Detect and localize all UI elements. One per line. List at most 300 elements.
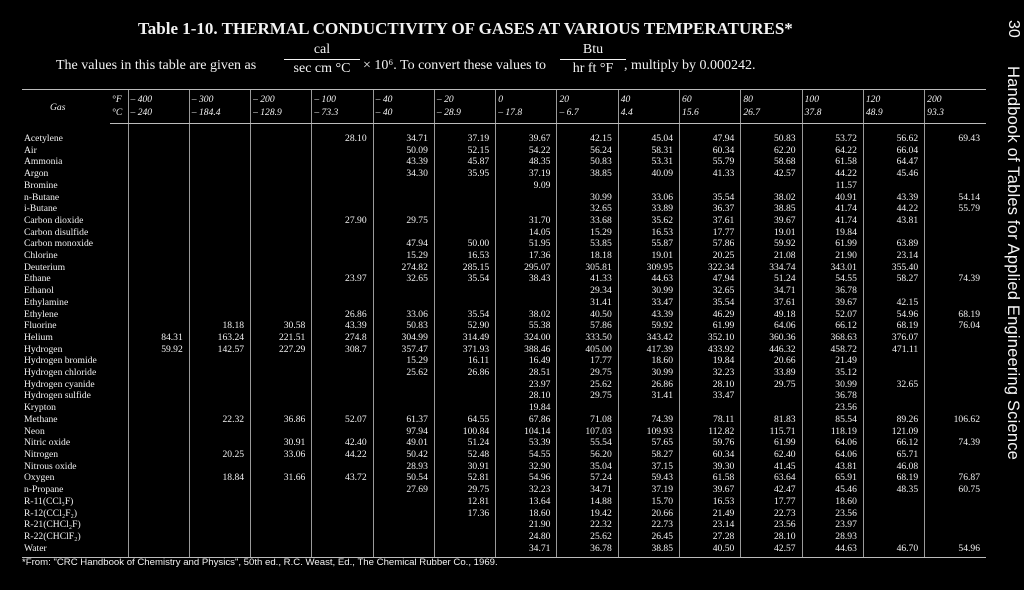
conductivity-value: 53.39: [496, 437, 557, 449]
conductivity-value: [925, 355, 986, 367]
conductivity-value: [251, 367, 312, 379]
conductivity-value: [128, 484, 189, 496]
conductivity-value: 61.58: [802, 156, 863, 168]
running-title: Handbook of Tables for Applied Engineering Science: [1004, 66, 1022, 461]
conductivity-value: 66.04: [863, 145, 924, 157]
conductivity-value: [128, 531, 189, 543]
conductivity-value: 33.06: [373, 309, 434, 321]
conductivity-value: 47.94: [680, 273, 741, 285]
source-footnote: *From: "CRC Handbook of Chemistry and Physics", 50th ed., R.C. Weast, Ed., The Chemical Rubber Co., 1969.: [22, 557, 498, 568]
conductivity-value: 57.65: [618, 437, 679, 449]
conductivity-value: [189, 262, 250, 274]
conductivity-value: 33.06: [251, 449, 312, 461]
conductivity-value: 322.34: [680, 262, 741, 274]
conductivity-value: 23.97: [496, 379, 557, 391]
conductivity-value: [925, 285, 986, 297]
temperature-header-c: – 6.7: [557, 106, 618, 124]
conductivity-value: [189, 180, 250, 192]
unit-numerator-cal: cal: [313, 42, 331, 57]
conductivity-value: 16.53: [434, 250, 495, 262]
conductivity-value: 53.31: [618, 156, 679, 168]
table-row: [22, 461, 986, 473]
conductivity-value: 54.96: [496, 472, 557, 484]
conductivity-value: [434, 402, 495, 414]
conductivity-value: 35.54: [434, 273, 495, 285]
conductivity-value: 36.86: [251, 414, 312, 426]
conductivity-value: 37.19: [618, 484, 679, 496]
conductivity-value: 38.85: [741, 203, 802, 215]
conductivity-value: 21.08: [741, 250, 802, 262]
conductivity-value: 40.09: [618, 168, 679, 180]
gas-name: R-21(CHCl₂F): [24, 519, 81, 531]
conductivity-value: 47.94: [373, 238, 434, 250]
gas-name: Ammonia: [24, 156, 63, 168]
conductivity-value: 61.99: [680, 320, 741, 332]
conductivity-value: 41.33: [680, 168, 741, 180]
conductivity-value: 34.71: [496, 543, 557, 558]
conductivity-value: [863, 227, 924, 239]
conductivity-value: 44.63: [802, 543, 863, 558]
conductivity-value: 115.71: [741, 426, 802, 438]
page-number: 30: [1005, 20, 1022, 38]
conductivity-value: 357.47: [373, 344, 434, 356]
conductivity-value: [741, 402, 802, 414]
conductivity-value: [189, 192, 250, 204]
conductivity-value: [128, 215, 189, 227]
conductivity-value: 58.27: [863, 273, 924, 285]
conductivity-value: [373, 519, 434, 531]
conductivity-value: 19.42: [557, 508, 618, 520]
gas-name: Ethanol: [24, 285, 54, 297]
conductivity-value: 20.66: [741, 355, 802, 367]
conductivity-value: 61.37: [373, 414, 434, 426]
conductivity-value: 305.81: [557, 262, 618, 274]
conductivity-value: 26.86: [618, 379, 679, 391]
conductivity-value: [128, 250, 189, 262]
conductivity-value: 32.90: [496, 461, 557, 473]
conductivity-value: 64.06: [802, 449, 863, 461]
conductivity-value: [312, 543, 373, 558]
conductivity-value: [373, 379, 434, 391]
header-row-celsius: [22, 106, 986, 124]
table-row: [22, 414, 986, 426]
conductivity-value: 31.66: [251, 472, 312, 484]
conductivity-value: 360.36: [741, 332, 802, 344]
conductivity-value: [128, 320, 189, 332]
gas-name: Neon: [24, 425, 45, 437]
temperature-header-f: – 20: [434, 90, 495, 107]
conductivity-value: [925, 531, 986, 543]
conductivity-value: [189, 496, 250, 508]
conductivity-value: [557, 180, 618, 192]
conductivity-value: 352.10: [680, 332, 741, 344]
conductivity-value: [312, 367, 373, 379]
conductivity-value: [189, 402, 250, 414]
conductivity-value: [863, 402, 924, 414]
conductivity-value: 28.51: [496, 367, 557, 379]
gas-name: Ethane: [24, 273, 51, 285]
conductivity-value: 50.00: [434, 238, 495, 250]
conductivity-value: [251, 285, 312, 297]
conductivity-value: 56.20: [557, 449, 618, 461]
table-row: [22, 192, 986, 204]
conductivity-value: 368.63: [802, 332, 863, 344]
conductivity-value: 43.81: [863, 215, 924, 227]
conductivity-value: 18.84: [189, 472, 250, 484]
conductivity-value: [312, 156, 373, 168]
conductivity-value: [128, 461, 189, 473]
temperature-header-f: 200: [925, 90, 986, 107]
conductivity-value: 57.24: [557, 472, 618, 484]
conductivity-value: 51.24: [741, 273, 802, 285]
conductivity-value: 142.57: [189, 344, 250, 356]
table-row: [22, 156, 986, 168]
conductivity-value: 76.87: [925, 472, 986, 484]
conductivity-value: 41.45: [741, 461, 802, 473]
conductivity-value: [373, 227, 434, 239]
conductivity-value: 16.53: [618, 227, 679, 239]
conductivity-value: 23.97: [312, 273, 373, 285]
conductivity-value: [251, 203, 312, 215]
conductivity-value: [128, 238, 189, 250]
conductivity-value: [312, 379, 373, 391]
conductivity-value: 14.05: [496, 227, 557, 239]
conductivity-value: 33.47: [618, 297, 679, 309]
conductivity-value: [312, 180, 373, 192]
conductivity-value: 26.86: [312, 309, 373, 321]
conductivity-value: 17.36: [434, 508, 495, 520]
conductivity-value: 40.50: [557, 309, 618, 321]
conductivity-value: [251, 124, 312, 145]
conductivity-value: [312, 250, 373, 262]
conductivity-value: 47.94: [680, 124, 741, 145]
conductivity-value: [925, 367, 986, 379]
temperature-header-f: – 200: [251, 90, 312, 107]
conductivity-value: 32.23: [496, 484, 557, 496]
temperature-header-c: – 184.4: [189, 106, 250, 124]
conductivity-value: [863, 180, 924, 192]
table-row: [22, 320, 986, 332]
table-title: Table 1-10. THERMAL CONDUCTIVITY OF GASES AT VARIOUS TEMPERATURES*: [138, 19, 793, 38]
conductivity-value: [128, 390, 189, 402]
conductivity-value: [128, 273, 189, 285]
temperature-header-c: – 17.8: [496, 106, 557, 124]
temperature-header-c: – 40: [373, 106, 434, 124]
conductivity-value: 45.46: [863, 168, 924, 180]
table-row: [22, 496, 986, 508]
conductivity-value: 17.77: [680, 227, 741, 239]
conductivity-value: 22.32: [557, 519, 618, 531]
temperature-header-c: – 73.3: [312, 106, 373, 124]
conductivity-value: 50.54: [373, 472, 434, 484]
conductivity-value: 295.07: [496, 262, 557, 274]
conductivity-value: [251, 461, 312, 473]
conductivity-value: 21.49: [680, 508, 741, 520]
conductivity-value: 60.34: [680, 145, 741, 157]
conductivity-value: 28.93: [802, 531, 863, 543]
conductivity-value: 35.54: [680, 192, 741, 204]
gas-name: Nitric oxide: [24, 437, 71, 449]
conductivity-value: [189, 437, 250, 449]
conductivity-value: 34.71: [373, 124, 434, 145]
temperature-header-f: – 100: [312, 90, 373, 107]
conductivity-value: 74.39: [925, 273, 986, 285]
conductivity-value: 26.45: [618, 531, 679, 543]
table-row: [22, 332, 986, 344]
conductivity-value: [312, 531, 373, 543]
gas-name: Acetylene: [24, 133, 63, 144]
conductivity-value: 67.86: [496, 414, 557, 426]
conductivity-value: 32.65: [373, 273, 434, 285]
conductivity-value: 30.99: [557, 192, 618, 204]
conductivity-value: 388.46: [496, 344, 557, 356]
conductivity-value: 42.57: [741, 543, 802, 558]
conductivity-value: 60.34: [680, 449, 741, 461]
table-row: [22, 309, 986, 321]
conductivity-value: 52.48: [434, 449, 495, 461]
conductivity-value: 17.77: [741, 496, 802, 508]
conductivity-value: 446.32: [741, 344, 802, 356]
conductivity-value: 22.73: [618, 519, 679, 531]
conductivity-value: [925, 496, 986, 508]
gas-name: R-22(CHClF₂): [24, 530, 81, 542]
conductivity-value: [189, 426, 250, 438]
conductivity-value: 43.39: [312, 320, 373, 332]
temperature-header-f: – 400: [128, 90, 189, 107]
conductivity-value: 54.55: [802, 273, 863, 285]
conductivity-value: 52.07: [312, 414, 373, 426]
conductivity-value: 39.67: [680, 484, 741, 496]
conductivity-value: [189, 168, 250, 180]
conductivity-value: 417.39: [618, 344, 679, 356]
conductivity-value: [925, 508, 986, 520]
gas-name: Nitrous oxide: [24, 460, 77, 472]
conductivity-value: [925, 227, 986, 239]
gas-name: Helium: [24, 331, 53, 343]
conductivity-value: 29.75: [434, 484, 495, 496]
conductivity-value: [373, 402, 434, 414]
conductivity-value: 50.83: [557, 156, 618, 168]
conductivity-value: 41.33: [557, 273, 618, 285]
conductivity-value: [128, 426, 189, 438]
table-row: [22, 484, 986, 496]
conductivity-value: [251, 168, 312, 180]
conductivity-value: 34.30: [373, 168, 434, 180]
conductivity-value: 106.62: [925, 414, 986, 426]
conductivity-value: 18.60: [802, 496, 863, 508]
table-row: [22, 180, 986, 192]
conductivity-value: [128, 355, 189, 367]
conductivity-value: [312, 461, 373, 473]
conductivity-value: 78.11: [680, 414, 741, 426]
temperature-header-c: – 128.9: [251, 106, 312, 124]
conductivity-value: [251, 297, 312, 309]
conductivity-value: [251, 519, 312, 531]
temperature-header-f: 80: [741, 90, 802, 107]
conductivity-value: 23.56: [802, 402, 863, 414]
conductivity-value: 30.91: [434, 461, 495, 473]
conductivity-value: 46.70: [863, 543, 924, 558]
gas-name: Air: [24, 144, 37, 156]
conductivity-value: [373, 390, 434, 402]
conductivity-value: [128, 124, 189, 145]
conductivity-value: 21.90: [802, 250, 863, 262]
conductivity-value: 17.36: [496, 250, 557, 262]
conductivity-value: 52.81: [434, 472, 495, 484]
conductivity-value: 36.78: [802, 390, 863, 402]
conductivity-value: 16.11: [434, 355, 495, 367]
conductivity-value: [251, 309, 312, 321]
conductivity-value: 35.04: [557, 461, 618, 473]
conductivity-value: 54.96: [925, 543, 986, 558]
conductivity-value: 45.04: [618, 124, 679, 145]
unit-fraction-cal: [284, 42, 360, 77]
conductivity-value: [312, 145, 373, 157]
conductivity-value: 62.40: [741, 449, 802, 461]
conductivity-value: 44.63: [618, 273, 679, 285]
conductivity-value: 64.06: [802, 437, 863, 449]
conductivity-value: [128, 519, 189, 531]
conductivity-value: 42.15: [863, 297, 924, 309]
conductivity-value: [434, 379, 495, 391]
conductivity-value: 42.57: [741, 168, 802, 180]
conductivity-value: 61.99: [802, 238, 863, 250]
conductivity-value: 60.75: [925, 484, 986, 496]
conductivity-value: [312, 508, 373, 520]
conductivity-value: [189, 543, 250, 558]
conductivity-value: 20.66: [618, 508, 679, 520]
conductivity-value: [312, 402, 373, 414]
conductivity-value: [925, 168, 986, 180]
conductivity-value: [128, 203, 189, 215]
conductivity-value: 62.20: [741, 145, 802, 157]
conductivity-value: [251, 156, 312, 168]
conductivity-value: [128, 472, 189, 484]
unit-denominator-cal: sec cm °C: [284, 59, 360, 77]
conductivity-value: 39.67: [741, 215, 802, 227]
table-row: [22, 285, 986, 297]
conductivity-value: 28.10: [496, 390, 557, 402]
conductivity-value: [251, 531, 312, 543]
conductivity-value: 19.01: [741, 227, 802, 239]
conductivity-value: 26.86: [434, 367, 495, 379]
conductivity-value: 15.29: [373, 250, 434, 262]
conductivity-value: [251, 180, 312, 192]
conductivity-value: [312, 496, 373, 508]
conductivity-value: [189, 273, 250, 285]
conductivity-value: [128, 508, 189, 520]
conductivity-value: [251, 145, 312, 157]
conductivity-value: 15.29: [373, 355, 434, 367]
temperature-header-f: 0: [496, 90, 557, 107]
conductivity-value: [863, 531, 924, 543]
conductivity-value: 32.23: [680, 367, 741, 379]
conductivity-value: [128, 262, 189, 274]
conductivity-value: 59.92: [741, 238, 802, 250]
table-row: [22, 367, 986, 379]
conductivity-value: 31.41: [618, 390, 679, 402]
conductivity-value: 36.37: [680, 203, 741, 215]
conductivity-value: 57.86: [557, 320, 618, 332]
conductivity-value: 355.40: [863, 262, 924, 274]
conductivity-value: 23.97: [802, 519, 863, 531]
conductivity-value: 54.14: [925, 192, 986, 204]
conductivity-value: 30.91: [251, 437, 312, 449]
conductivity-value: 22.73: [741, 508, 802, 520]
temperature-header-c: 93.3: [925, 106, 986, 124]
conductivity-value: 38.85: [618, 543, 679, 558]
conductivity-value: [128, 449, 189, 461]
table-row: [22, 168, 986, 180]
conductivity-value: [189, 156, 250, 168]
conductivity-value: 58.27: [618, 449, 679, 461]
conductivity-value: [925, 449, 986, 461]
conductivity-value: 40.50: [680, 543, 741, 558]
conductivity-value: 59.43: [618, 472, 679, 484]
conductivity-value: 76.04: [925, 320, 986, 332]
conductivity-value: 31.41: [557, 297, 618, 309]
gas-name: Krypton: [24, 402, 56, 414]
conductivity-value: 20.25: [680, 250, 741, 262]
conductivity-value: 84.31: [128, 332, 189, 344]
conductivity-value: 43.39: [863, 192, 924, 204]
conductivity-value: [680, 402, 741, 414]
unit-fraction-btu: [560, 42, 626, 77]
conductivity-value: 27.69: [373, 484, 434, 496]
conductivity-value: 371.93: [434, 344, 495, 356]
conductivity-value: 29.34: [557, 285, 618, 297]
conductivity-value: [251, 508, 312, 520]
temperature-header-c: 48.9: [863, 106, 924, 124]
conductivity-value: 52.15: [434, 145, 495, 157]
conductivity-value: 19.84: [802, 227, 863, 239]
conductivity-value: 59.92: [128, 344, 189, 356]
conductivity-value: [312, 227, 373, 239]
conductivity-value: [434, 297, 495, 309]
conductivity-value: [128, 543, 189, 558]
conductivity-value: [925, 390, 986, 402]
conductivity-value: [189, 519, 250, 531]
gas-name: Ethylamine: [24, 296, 69, 308]
conductivity-value: 42.40: [312, 437, 373, 449]
gas-name: Carbon monoxide: [24, 238, 94, 250]
conductivity-value: 285.15: [434, 262, 495, 274]
conductivity-value: [925, 215, 986, 227]
conductivity-value: 33.47: [680, 390, 741, 402]
conductivity-value: 20.25: [189, 449, 250, 461]
conductivity-value: [925, 461, 986, 473]
table-row: [22, 227, 986, 239]
conductivity-value: 38.85: [557, 168, 618, 180]
conductivity-value: 274.82: [373, 262, 434, 274]
conductivity-value: 39.67: [802, 297, 863, 309]
temperature-header-f: 100: [802, 90, 863, 107]
conductivity-value: [189, 390, 250, 402]
conductivity-value: 221.51: [251, 332, 312, 344]
conductivity-value: 35.54: [434, 309, 495, 321]
conductivity-value: 55.79: [680, 156, 741, 168]
conductivity-value: 49.18: [741, 309, 802, 321]
gas-name: Water: [22, 543, 128, 558]
conductivity-value: [189, 309, 250, 321]
conductivity-value: [251, 355, 312, 367]
conductivity-value: 63.89: [863, 238, 924, 250]
conductivity-value: 44.22: [802, 168, 863, 180]
conductivity-value: [863, 508, 924, 520]
conductivity-value: 51.95: [496, 238, 557, 250]
gas-name: R-11(CCl₃F): [24, 495, 74, 507]
conductivity-value: 121.09: [863, 426, 924, 438]
